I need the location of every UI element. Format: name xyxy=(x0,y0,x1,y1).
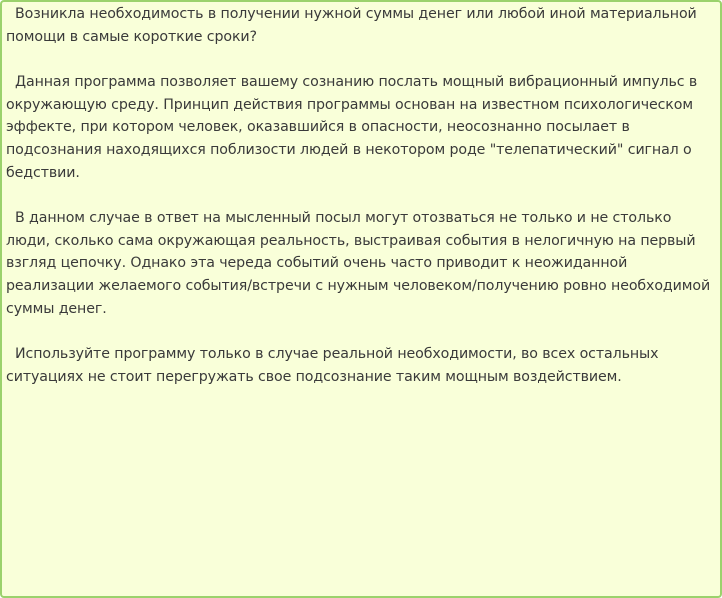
paragraph-description: Данная программа позволяет вашему сознанию послать мощный вибрационный импульс в окружающую среду. Принцип действия программы основан на известном психологическом эффекте, при котором человек, оказавшийся в опасности, неосознанно посылает в подсознания находящихся поблизости людей в некотором роде "телепатический" сигнал о бедствии. xyxy=(6,74,698,181)
paragraph-usage: Используйте программу только в случае реальной необходимости, во всех остальных ситуациях не стоит перегружать свое подсознание таким мощным воздействием. xyxy=(6,346,659,385)
paragraph-intro: Возникла необходимость в получении нужной суммы денег или любой иной материальной помощи в самые короткие сроки? xyxy=(6,6,697,45)
description-text xyxy=(2,2,720,388)
paragraph-effect: В данном случае в ответ на мысленный посыл могут отозваться не только и не столько люди, сколько сама окружающая реальность, выстраивая события в нелогичную на первый взгляд цепочку. Однако эта череда событий очень часто приводит к неожиданной реализации желаемого события/встречи с нужным человеком/получению ровно необходимой суммы денег. xyxy=(6,210,711,317)
